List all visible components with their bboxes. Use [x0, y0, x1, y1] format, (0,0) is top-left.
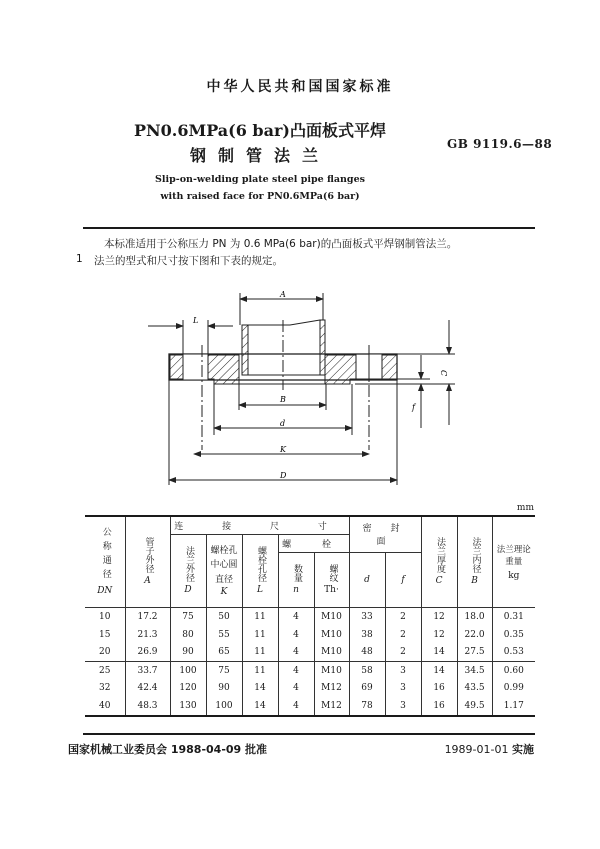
- cell-seal-f: 3: [385, 680, 421, 698]
- cell-k: 100: [206, 697, 242, 716]
- implementation-date: 1989-01-01: [444, 743, 509, 756]
- cell-l: 14: [242, 680, 278, 698]
- cell-b: 22.0: [457, 626, 492, 644]
- cell-seal-f: 2: [385, 644, 421, 662]
- cell-k: 50: [206, 607, 242, 626]
- cell-d-outer: 75: [170, 607, 206, 626]
- cell-th: M10: [314, 626, 349, 644]
- clause-number: 1: [76, 253, 83, 265]
- footer-divider: [83, 733, 535, 735]
- cell-a: 17.2: [125, 607, 170, 626]
- header-seal-d: d: [349, 552, 385, 607]
- title-line-1: PN0.6MPa(6 bar)凸面板式平焊: [133, 121, 386, 140]
- implementation-info: [445, 741, 534, 757]
- cell-seal-d: 78: [349, 697, 385, 716]
- cell-seal-d: 58: [349, 662, 385, 680]
- table-row: [85, 626, 535, 644]
- cell-l: 11: [242, 626, 278, 644]
- cell-c: 12: [421, 607, 457, 626]
- cell-a: 26.9: [125, 644, 170, 662]
- header-bolt-group: 螺 栓: [278, 534, 349, 552]
- approval-info: 国家机械工业委员会 1988-04-09 批准: [68, 743, 268, 756]
- cell-k: 65: [206, 644, 242, 662]
- cell-dn: 25: [85, 662, 125, 680]
- label-d: d: [280, 419, 286, 428]
- title-line-2: 钢制管法兰: [189, 146, 330, 165]
- header-bolt-thread: 螺纹 Th·: [314, 552, 349, 607]
- cell-c: 16: [421, 697, 457, 716]
- cell-th: M10: [314, 662, 349, 680]
- header-thickness: 法兰厚度 C: [421, 516, 457, 607]
- table-unit: mm: [516, 503, 534, 513]
- cell-l: 11: [242, 644, 278, 662]
- header-flange-od: 法兰外径 D: [170, 534, 206, 607]
- cell-kg: 0.31: [492, 607, 535, 626]
- cell-dn: 20: [85, 644, 125, 662]
- cell-th: M10: [314, 607, 349, 626]
- scope-paragraph: 本标准适用于公称压力 PN 为 0.6 MPa(6 bar)的凸面板式平焊钢制管法兰。: [104, 238, 458, 250]
- cell-c: 12: [421, 626, 457, 644]
- header-connection-group: 连 接 尺 寸: [170, 516, 349, 534]
- cell-th: M12: [314, 697, 349, 716]
- cell-l: 11: [242, 662, 278, 680]
- cell-c: 14: [421, 662, 457, 680]
- header-bolt-qty: 数量 n: [278, 552, 314, 607]
- cell-seal-d: 38: [349, 626, 385, 644]
- cell-c: 14: [421, 644, 457, 662]
- cell-a: 33.7: [125, 662, 170, 680]
- label-K: K: [280, 445, 286, 454]
- cell-seal-d: 69: [349, 680, 385, 698]
- cell-c: 16: [421, 680, 457, 698]
- cell-b: 18.0: [457, 607, 492, 626]
- label-B: B: [280, 395, 286, 404]
- cell-kg: 0.35: [492, 626, 535, 644]
- english-title-line-1: Slip-on-welding plate steel pipe flanges: [155, 174, 365, 185]
- cell-b: 27.5: [457, 644, 492, 662]
- clause-text: 法兰的型式和尺寸按下图和下表的规定。: [94, 255, 283, 267]
- cell-d-outer: 120: [170, 680, 206, 698]
- cell-d-outer: 80: [170, 626, 206, 644]
- table-row: [85, 644, 535, 662]
- cell-d-outer: 100: [170, 662, 206, 680]
- cell-n: 4: [278, 662, 314, 680]
- cell-dn: 15: [85, 626, 125, 644]
- implementation-label: 实施: [512, 743, 534, 756]
- label-C: C: [439, 370, 448, 377]
- header-bolt-circle: 螺栓孔中心圆直径 K: [206, 534, 242, 607]
- standard-number: GB 9119.6—88: [447, 137, 553, 151]
- cell-k: 75: [206, 662, 242, 680]
- cell-seal-d: 33: [349, 607, 385, 626]
- cell-kg: 1.17: [492, 697, 535, 716]
- cell-b: 43.5: [457, 680, 492, 698]
- cell-kg: 0.53: [492, 644, 535, 662]
- cell-l: 11: [242, 607, 278, 626]
- header-weight: 法兰理论重量 kg: [492, 516, 535, 607]
- table-row: [85, 697, 535, 716]
- cell-dn: 32: [85, 680, 125, 698]
- cell-seal-f: 3: [385, 662, 421, 680]
- cell-seal-d: 48: [349, 644, 385, 662]
- cell-seal-f: 3: [385, 697, 421, 716]
- cell-dn: 10: [85, 607, 125, 626]
- cell-th: M10: [314, 644, 349, 662]
- cell-b: 49.5: [457, 697, 492, 716]
- label-f: f: [412, 403, 415, 412]
- cell-n: 4: [278, 644, 314, 662]
- header-inner-dia: 法兰内径 B: [457, 516, 492, 607]
- cell-a: 42.4: [125, 680, 170, 698]
- cell-n: 4: [278, 680, 314, 698]
- header-sealing-group: 密 封 面: [349, 516, 421, 552]
- cell-dn: 40: [85, 697, 125, 716]
- header-dn: 公称通径 DN: [85, 516, 125, 607]
- cell-b: 34.5: [457, 662, 492, 680]
- standard-type-heading: 中华人民共和国国家标准: [206, 79, 394, 95]
- header-pipe-od: 管子外径 A: [125, 516, 170, 607]
- flange-dimensions-table: [85, 515, 535, 717]
- cell-seal-f: 2: [385, 626, 421, 644]
- cell-a: 21.3: [125, 626, 170, 644]
- label-L: L: [193, 316, 199, 325]
- flange-section-drawing: [140, 280, 460, 490]
- english-title-line-2: with raised face for PN0.6MPa(6 bar): [160, 191, 360, 202]
- cell-d-outer: 130: [170, 697, 206, 716]
- cell-n: 4: [278, 697, 314, 716]
- cell-kg: 0.60: [492, 662, 535, 680]
- cell-a: 48.3: [125, 697, 170, 716]
- header-divider: [83, 227, 535, 229]
- cell-th: M12: [314, 680, 349, 698]
- cell-n: 4: [278, 626, 314, 644]
- cell-l: 14: [242, 697, 278, 716]
- label-A: A: [280, 290, 286, 299]
- table-row: [85, 680, 535, 698]
- cell-n: 4: [278, 607, 314, 626]
- cell-d-outer: 90: [170, 644, 206, 662]
- cell-k: 90: [206, 680, 242, 698]
- header-seal-f: f: [385, 552, 421, 607]
- cell-k: 55: [206, 626, 242, 644]
- cell-seal-f: 2: [385, 607, 421, 626]
- table-row: [85, 607, 535, 626]
- table-row: [85, 662, 535, 680]
- cell-kg: 0.99: [492, 680, 535, 698]
- header-bolt-hole: 螺栓孔径 L: [242, 534, 278, 607]
- label-D: D: [280, 471, 287, 480]
